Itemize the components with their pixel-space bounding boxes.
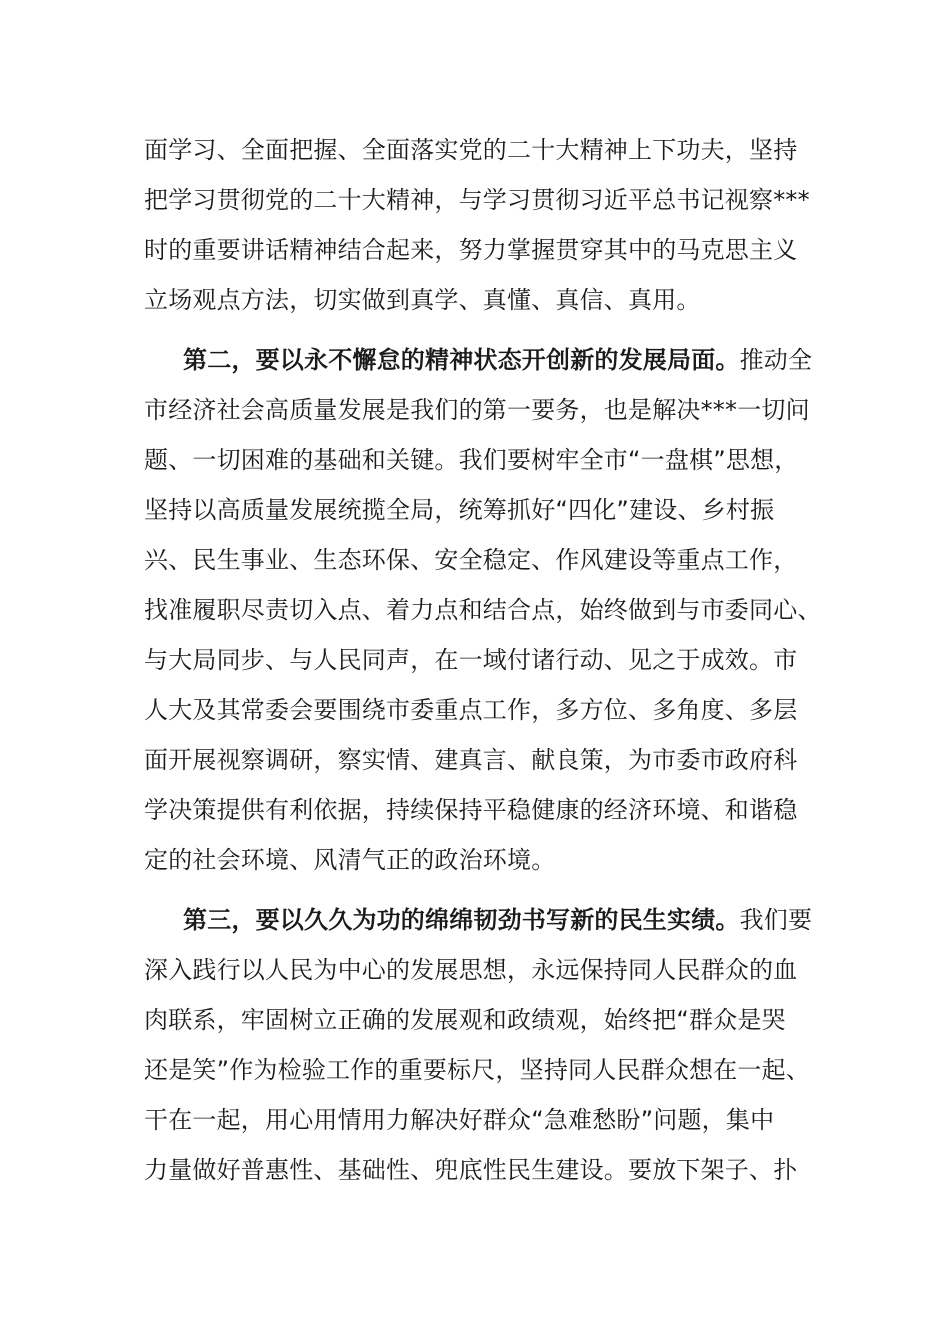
- text-line: 找准履职尽责切入点、着力点和结合点，始终做到与市委同心、: [144, 596, 822, 624]
- paragraph-heading: 第二，要以永不懈怠的精神状态开创新的发展局面。: [183, 346, 740, 374]
- text-line: 把学习贯彻党的二十大精神，与学习贯彻习近平总书记视察***: [144, 186, 810, 214]
- text-line: 坚持以高质量发展统揽全局，统筹抓好“四化”建设、乡村振: [144, 496, 775, 524]
- text-line: 定的社会环境、风清气正的政治环境。: [144, 846, 556, 874]
- text-line: 还是笑”作为检验工作的重要标尺，坚持同人民群众想在一起、: [144, 1056, 811, 1084]
- paragraph-first-line: [183, 904, 812, 936]
- text-line: 题、一切困难的基础和关键。我们要树牢全市“一盘棋”思想，: [144, 446, 799, 474]
- text-line: 学决策提供有利依据，持续保持平稳健康的经济环境、和谐稳: [144, 796, 798, 824]
- text-line: 市经济社会高质量发展是我们的第一要务，也是解决***一切问: [144, 396, 810, 424]
- text-line: 干在一起，用心用情用力解决好群众“急难愁盼”问题，集中: [144, 1106, 775, 1134]
- text-line: 立场观点方法，切实做到真学、真懂、真信、真用。: [144, 286, 701, 314]
- paragraph-lead-text: 推动全: [739, 346, 813, 374]
- text-line: 力量做好普惠性、基础性、兜底性民生建设。要放下架子、扑: [144, 1156, 798, 1184]
- paragraph-lead-text: 我们要: [739, 906, 813, 934]
- text-line: 人大及其常委会要围绕市委重点工作，多方位、多角度、多层: [144, 696, 798, 724]
- text-line: 时的重要讲话精神结合起来，努力掌握贯穿其中的马克思主义: [144, 236, 798, 264]
- text-line: 深入践行以人民为中心的发展思想，永远保持同人民群众的血: [144, 956, 798, 984]
- text-line: 与大局同步、与人民同声，在一域付诸行动、见之于成效。市: [144, 646, 798, 674]
- text-line: 兴、民生事业、生态环保、安全稳定、作风建设等重点工作，: [144, 546, 798, 574]
- text-line: 面学习、全面把握、全面落实党的二十大精神上下功夫，坚持: [144, 136, 798, 164]
- paragraph-heading: 第三，要以久久为功的绵绵韧劲书写新的民生实绩。: [183, 906, 740, 934]
- text-line: 面开展视察调研，察实情、建真言、献良策，为市委市政府科: [144, 746, 798, 774]
- text-line: 肉联系，牢固树立正确的发展观和政绩观，始终把“群众是哭: [144, 1006, 786, 1034]
- paragraph-first-line: [183, 344, 812, 376]
